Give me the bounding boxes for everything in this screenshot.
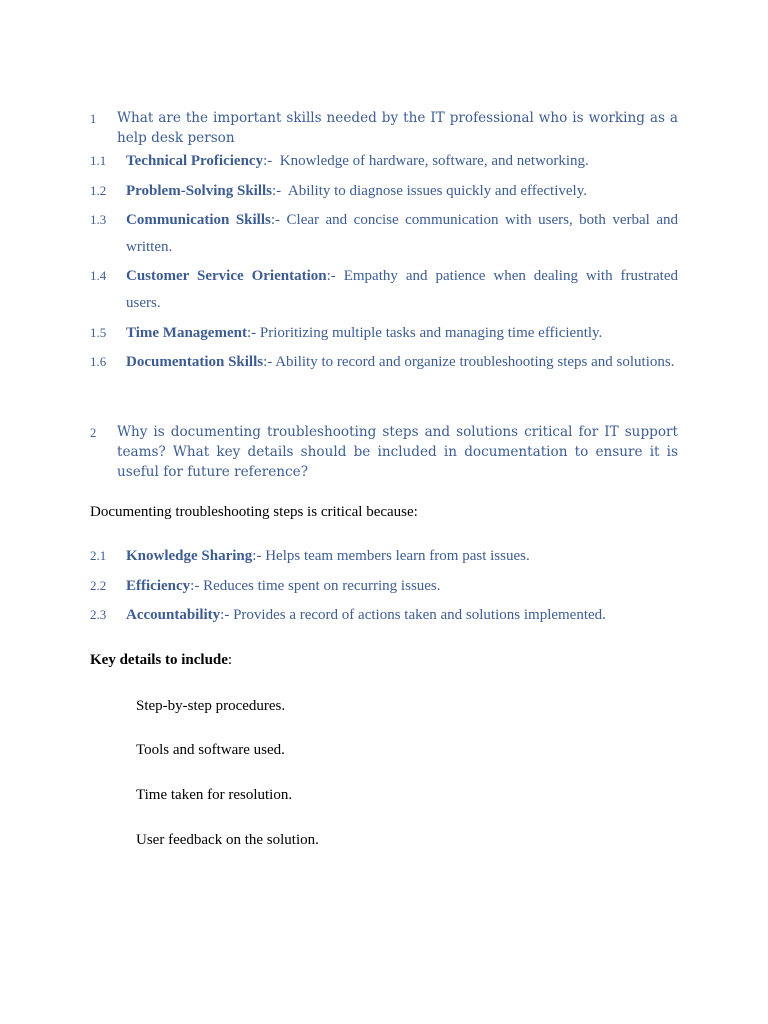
list-item	[90, 349, 678, 376]
item-number: 1.6	[90, 354, 107, 369]
item-separator: :-	[263, 354, 276, 370]
list-item	[90, 178, 678, 205]
item-number: 1.4	[90, 268, 107, 283]
item-number: 1.1	[90, 153, 107, 168]
question-2	[90, 422, 678, 482]
item-description: Clear and concise communication with users, both verbal and written.	[126, 212, 678, 255]
list-item	[90, 207, 678, 260]
list-item	[90, 263, 678, 316]
item-term: Knowledge Sharing	[126, 548, 253, 564]
question-text: What are the important skills needed by the IT professional who is working as a help desk person	[117, 110, 678, 146]
item-separator: :-	[272, 183, 288, 199]
item-term: Technical Proficiency	[126, 153, 264, 169]
item-description: Knowledge of hardware, software, and networking.	[279, 153, 589, 169]
item-term: Customer Service Orientation	[126, 268, 327, 284]
question-number: 1	[90, 112, 97, 126]
item-number: 2.1	[90, 548, 107, 563]
item-term: Documentation Skills	[126, 354, 264, 370]
key-detail-item: Time taken for resolution.	[136, 787, 293, 803]
item-description: Empathy and patience when dealing with frustrated users.	[126, 268, 678, 311]
item-number: 2.3	[90, 607, 107, 622]
item-description: Provides a record of actions taken and solutions implemented.	[233, 607, 606, 623]
item-separator: :-	[190, 578, 204, 594]
list-item	[90, 148, 678, 175]
list-item	[90, 602, 678, 629]
key-detail-item: User feedback on the solution.	[136, 832, 319, 848]
item-separator: :-	[252, 548, 266, 564]
question-1	[90, 108, 678, 148]
item-separator: :-	[326, 268, 344, 284]
item-description: Ability to diagnose issues quickly and effectively.	[287, 183, 587, 199]
item-number: 2.2	[90, 578, 107, 593]
list-item	[90, 573, 678, 600]
item-separator: :-	[220, 607, 234, 623]
item-number: 1.2	[90, 183, 107, 198]
item-term: Time Management	[126, 325, 247, 341]
key-details-colon: :	[227, 652, 233, 668]
list-item	[90, 543, 678, 570]
answer-intro: Documenting troubleshooting steps is critical because:	[90, 504, 418, 520]
item-term: Problem-Solving Skills	[126, 183, 273, 199]
item-term: Accountability	[126, 607, 221, 623]
item-term: Communication Skills	[126, 212, 271, 228]
key-detail-item: Tools and software used.	[136, 742, 285, 758]
question-number: 2	[90, 426, 97, 440]
item-description: Ability to record and organize troubleshooting steps and solutions.	[275, 354, 675, 370]
item-separator: :-	[246, 325, 260, 341]
item-description: Prioritizing multiple tasks and managing time efficiently.	[259, 325, 603, 341]
question-text: Why is documenting troubleshooting steps and solutions critical for IT support teams? What key details should be included in documentation to ensure it is useful for future reference?	[117, 424, 678, 480]
item-number: 1.3	[90, 212, 107, 227]
item-description: Helps team members learn from past issues.	[265, 548, 530, 564]
item-separator: :-	[263, 153, 280, 169]
key-details-heading-text: Key details to include	[90, 652, 228, 668]
key-detail-item: Step-by-step procedures.	[136, 698, 286, 714]
item-description: Reduces time spent on recurring issues.	[203, 578, 441, 594]
item-separator: :-	[270, 212, 287, 228]
item-number: 1.5	[90, 325, 107, 340]
key-details-heading	[90, 650, 232, 670]
item-term: Efficiency	[126, 578, 191, 594]
list-item	[90, 320, 678, 347]
